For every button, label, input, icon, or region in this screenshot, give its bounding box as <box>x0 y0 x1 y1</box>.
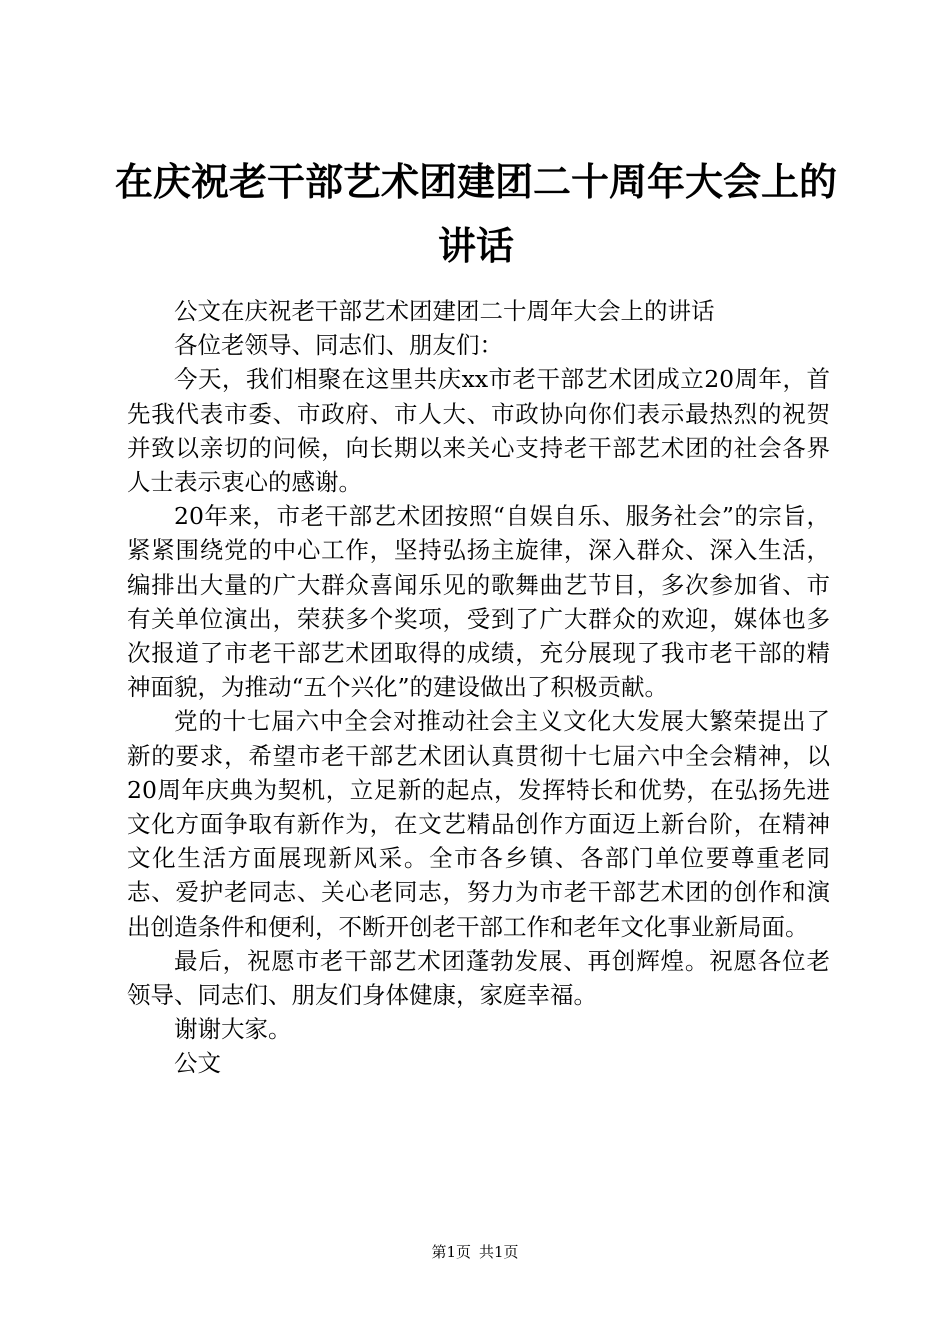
page-number: 第1页 <box>431 1243 471 1261</box>
paragraph-achievements: 20年来，市老干部艺术团按照“自娱自乐、服务社会”的宗旨，紧紧围绕党的中心工作，坚持弘扬主旋律，深入群众、深入生活，编排出大量的广大群众喜闻乐见的歌舞曲艺节目，多次参加省、市有关单位演出，荣获多个奖项，受到了广大群众的欢迎，媒体也多次报道了市老干部艺术团取得的成绩，充分展现了我市老干部的精神面貌，为推动“五个兴化”的建设做出了积极贡献。 <box>127 502 830 702</box>
page-total: 共1页 <box>479 1243 519 1261</box>
paragraph-thanks: 谢谢大家。 <box>174 1015 292 1044</box>
paragraph-congratulations: 今天，我们相聚在这里共庆xx市老干部艺术团成立20周年，首先我代表市委、市政府、市人大、市政协向你们表示最热烈的祝贺并致以亲切的问候，向长期以来关心支持老干部艺术团的社会各界人士表示衷心的感谢。 <box>127 365 830 497</box>
paragraph-salutation: 各位老领导、同志们、朋友们： <box>174 331 503 360</box>
paragraph-expectations: 党的十七届六中全会对推动社会主义文化大发展大繁荣提出了新的要求，希望市老干部艺术团认真贯彻十七届六中全会精神，以20周年庆典为契机，立足新的起点，发挥特长和优势，在弘扬先进文化方面争取有新作为，在文艺精品创作方面迈上新台阶，在精神文化生活方面展现新风采。全市各乡镇、各部门单位要尊重老同志、爱护老同志、关心老同志，努力为市老干部艺术团的创作和演出创造条件和便利，不断开创老干部工作和老年文化事业新局面。 <box>127 707 830 941</box>
paragraph-closing: 公文 <box>174 1049 221 1078</box>
paragraph-heading: 公文在庆祝老干部艺术团建团二十周年大会上的讲话 <box>174 297 715 325</box>
document-title: 在庆祝老干部艺术团建团二十周年大会上的讲话 <box>114 160 837 268</box>
document-body <box>127 294 830 1081</box>
paragraph-wishes: 最后，祝愿市老干部艺术团蓬勃发展、再创辉煌。祝愿各位老领导、同志们、朋友们身体健康，家庭幸福。 <box>127 946 830 1010</box>
page-footer <box>0 1242 950 1262</box>
